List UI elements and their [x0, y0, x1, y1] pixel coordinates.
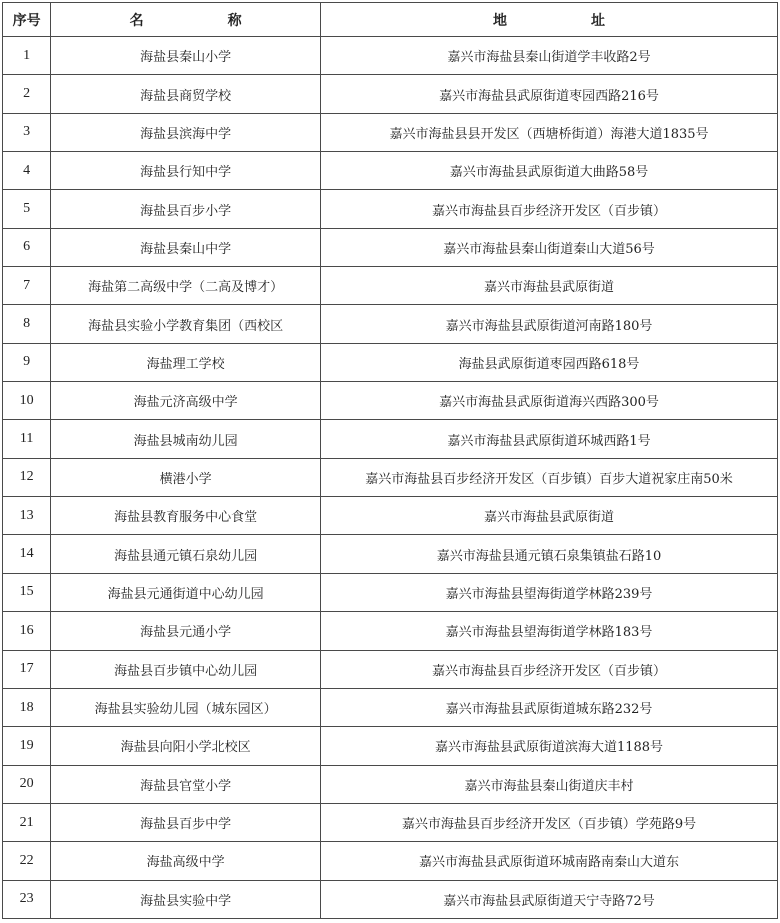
row-address-cell: 嘉兴市海盐县武原街道海兴西路300号: [321, 382, 778, 420]
row-address-cell: 嘉兴市海盐县百步经济开发区（百步镇）学苑路9号: [321, 803, 778, 841]
school-address-table: [2, 2, 778, 919]
row-index-cell: 23: [3, 880, 51, 918]
row-address-cell: 海盐县武原街道枣园西路618号: [321, 343, 778, 381]
row-name-cell: 海盐县秦山中学: [51, 228, 321, 266]
row-name-cell: 海盐第二高级中学（二高及博才）: [51, 267, 321, 305]
header-address: 地 址: [321, 3, 778, 37]
table-row: [3, 382, 778, 420]
row-index-cell: 1: [3, 37, 51, 75]
table-row: [3, 650, 778, 688]
header-index: 序号: [3, 3, 51, 37]
row-name-cell: 横港小学: [51, 458, 321, 496]
row-name-cell: 海盐县百步镇中心幼儿园: [51, 650, 321, 688]
row-index-cell: 10: [3, 382, 51, 420]
row-name-cell: 海盐县向阳小学北校区: [51, 727, 321, 765]
row-index-cell: 14: [3, 535, 51, 573]
row-name-cell: 海盐县滨海中学: [51, 113, 321, 151]
row-address-cell: 嘉兴市海盐县武原街道滨海大道1188号: [321, 727, 778, 765]
row-index-cell: 9: [3, 343, 51, 381]
row-name-cell: 海盐县百步中学: [51, 803, 321, 841]
row-address-cell: 嘉兴市海盐县望海街道学林路183号: [321, 612, 778, 650]
row-name-cell: 海盐县元通街道中心幼儿园: [51, 573, 321, 611]
table-row: [3, 152, 778, 190]
table-row: [3, 765, 778, 803]
row-address-cell: 嘉兴市海盐县通元镇石泉集镇盐石路10: [321, 535, 778, 573]
row-index-cell: 22: [3, 842, 51, 880]
table-row: [3, 688, 778, 726]
row-name-cell: 海盐县通元镇石泉幼儿园: [51, 535, 321, 573]
row-index-cell: 3: [3, 113, 51, 151]
row-address-cell: 嘉兴市海盐县武原街道天宁寺路72号: [321, 880, 778, 918]
table-row: [3, 37, 778, 75]
row-index-cell: 7: [3, 267, 51, 305]
row-address-cell: 嘉兴市海盐县县开发区（西塘桥街道）海港大道1835号: [321, 113, 778, 151]
row-name-cell: 海盐县行知中学: [51, 152, 321, 190]
table-row: [3, 880, 778, 918]
table-row: [3, 305, 778, 343]
row-index-cell: 4: [3, 152, 51, 190]
row-index-cell: 18: [3, 688, 51, 726]
table-row: [3, 842, 778, 880]
table-body: [3, 37, 778, 919]
row-address-cell: 嘉兴市海盐县秦山街道学丰收路2号: [321, 37, 778, 75]
row-name-cell: 海盐县实验幼儿园（城东园区）: [51, 688, 321, 726]
row-address-cell: 嘉兴市海盐县武原街道环城西路1号: [321, 420, 778, 458]
row-index-cell: 13: [3, 497, 51, 535]
row-index-cell: 12: [3, 458, 51, 496]
row-index-cell: 2: [3, 75, 51, 113]
table-row: [3, 497, 778, 535]
row-address-cell: 嘉兴市海盐县百步经济开发区（百步镇）: [321, 650, 778, 688]
row-address-cell: 嘉兴市海盐县百步经济开发区（百步镇）: [321, 190, 778, 228]
table-row: [3, 727, 778, 765]
row-address-cell: 嘉兴市海盐县武原街道枣园西路216号: [321, 75, 778, 113]
header-name: 名 称: [51, 3, 321, 37]
row-name-cell: 海盐县实验小学教育集团（西校区: [51, 305, 321, 343]
row-name-cell: 海盐县教育服务中心食堂: [51, 497, 321, 535]
row-name-cell: 海盐县官堂小学: [51, 765, 321, 803]
row-index-cell: 8: [3, 305, 51, 343]
row-address-cell: 嘉兴市海盐县武原街道: [321, 267, 778, 305]
row-address-cell: 嘉兴市海盐县望海街道学林路239号: [321, 573, 778, 611]
row-index-cell: 19: [3, 727, 51, 765]
row-name-cell: 海盐县元通小学: [51, 612, 321, 650]
row-index-cell: 21: [3, 803, 51, 841]
row-address-cell: 嘉兴市海盐县秦山街道庆丰村: [321, 765, 778, 803]
table-row: [3, 535, 778, 573]
table-row: [3, 190, 778, 228]
row-address-cell: 嘉兴市海盐县武原街道环城南路南秦山大道东: [321, 842, 778, 880]
row-name-cell: 海盐县百步小学: [51, 190, 321, 228]
table-row: [3, 343, 778, 381]
row-index-cell: 16: [3, 612, 51, 650]
row-address-cell: 嘉兴市海盐县秦山街道秦山大道56号: [321, 228, 778, 266]
table-row: [3, 420, 778, 458]
row-index-cell: 11: [3, 420, 51, 458]
table-row: [3, 612, 778, 650]
row-name-cell: 海盐元济高级中学: [51, 382, 321, 420]
row-index-cell: 5: [3, 190, 51, 228]
row-name-cell: 海盐理工学校: [51, 343, 321, 381]
row-index-cell: 17: [3, 650, 51, 688]
row-address-cell: 嘉兴市海盐县百步经济开发区（百步镇）百步大道祝家庄南50米: [321, 458, 778, 496]
table-row: [3, 267, 778, 305]
table-row: [3, 573, 778, 611]
row-address-cell: 嘉兴市海盐县武原街道城东路232号: [321, 688, 778, 726]
row-name-cell: 海盐县秦山小学: [51, 37, 321, 75]
table-row: [3, 75, 778, 113]
row-name-cell: 海盐高级中学: [51, 842, 321, 880]
table-header-row: [3, 3, 778, 37]
row-address-cell: 嘉兴市海盐县武原街道河南路180号: [321, 305, 778, 343]
row-index-cell: 20: [3, 765, 51, 803]
row-address-cell: 嘉兴市海盐县武原街道: [321, 497, 778, 535]
row-address-cell: 嘉兴市海盐县武原街道大曲路58号: [321, 152, 778, 190]
row-name-cell: 海盐县商贸学校: [51, 75, 321, 113]
row-name-cell: 海盐县城南幼儿园: [51, 420, 321, 458]
table-row: [3, 113, 778, 151]
row-index-cell: 6: [3, 228, 51, 266]
table-row: [3, 803, 778, 841]
table-row: [3, 458, 778, 496]
row-index-cell: 15: [3, 573, 51, 611]
table-row: [3, 228, 778, 266]
row-name-cell: 海盐县实验中学: [51, 880, 321, 918]
